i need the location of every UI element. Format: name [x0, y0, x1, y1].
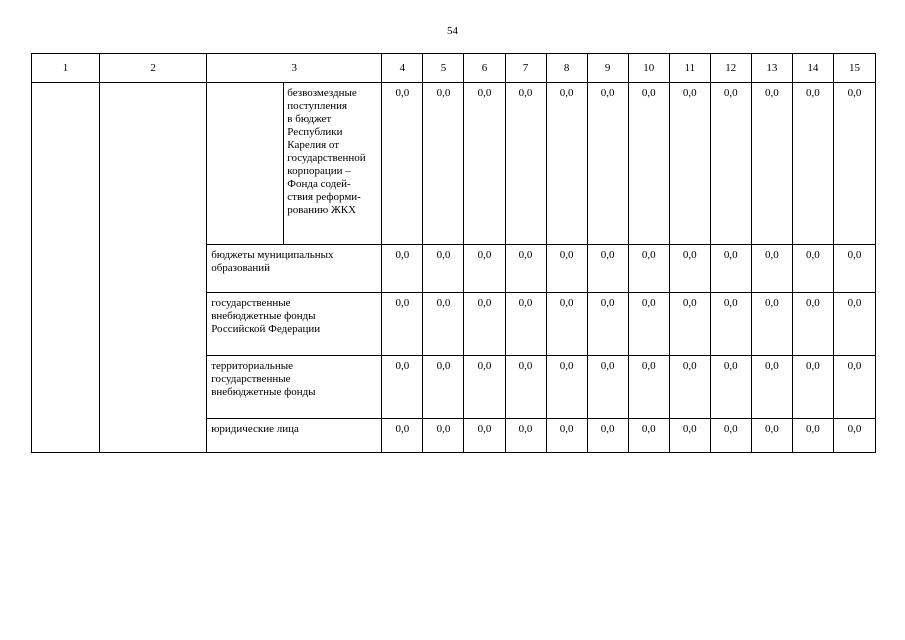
label-line: поступления — [287, 100, 348, 112]
label-line: территориальные — [211, 360, 293, 372]
column-1-cell — [32, 83, 100, 453]
value-cell: 0,0 — [423, 83, 464, 245]
value-cell: 0,0 — [464, 245, 505, 293]
label-line: Фонда содей- — [287, 178, 351, 190]
label-line: государственные — [211, 297, 291, 309]
value-cell: 0,0 — [464, 356, 505, 419]
value-cell: 0,0 — [833, 356, 875, 419]
value-cell: 0,0 — [669, 83, 710, 245]
label-line: Российской Федерации — [211, 323, 321, 335]
value-cell: 0,0 — [833, 293, 875, 356]
value-cell: 0,0 — [587, 356, 628, 419]
label-line: образований — [211, 262, 271, 274]
value-cell: 0,0 — [587, 83, 628, 245]
value-cell: 0,0 — [792, 293, 833, 356]
value-cell: 0,0 — [833, 245, 875, 293]
label-line: государственные — [211, 373, 291, 385]
label-line: Карелия от — [287, 139, 340, 151]
value-cell: 0,0 — [587, 419, 628, 453]
value-cell: 0,0 — [382, 293, 423, 356]
row-label — [207, 356, 382, 419]
header-cell: 1 — [32, 54, 100, 83]
value-cell: 0,0 — [505, 293, 546, 356]
value-cell: 0,0 — [546, 419, 587, 453]
value-cell: 0,0 — [710, 245, 751, 293]
value-cell: 0,0 — [751, 356, 792, 419]
value-cell: 0,0 — [792, 356, 833, 419]
value-cell: 0,0 — [505, 245, 546, 293]
value-cell: 0,0 — [751, 245, 792, 293]
label-line: бюджеты муниципальных — [211, 249, 334, 261]
value-cell: 0,0 — [669, 245, 710, 293]
value-cell: 0,0 — [710, 83, 751, 245]
value-cell: 0,0 — [382, 83, 423, 245]
row-label — [207, 293, 382, 356]
value-cell: 0,0 — [751, 419, 792, 453]
value-cell: 0,0 — [751, 293, 792, 356]
label-line: внебюджетные фонды — [211, 386, 316, 398]
header-cell: 10 — [628, 54, 669, 83]
header-row — [32, 54, 876, 83]
budget-table — [31, 53, 876, 453]
value-cell: 0,0 — [587, 245, 628, 293]
row-label — [284, 83, 382, 245]
header-cell: 6 — [464, 54, 505, 83]
table-row — [32, 83, 876, 245]
value-cell: 0,0 — [464, 419, 505, 453]
value-cell: 0,0 — [628, 293, 669, 356]
value-cell: 0,0 — [628, 419, 669, 453]
value-cell: 0,0 — [833, 419, 875, 453]
column-2-cell — [100, 83, 207, 453]
value-cell: 0,0 — [464, 83, 505, 245]
value-cell: 0,0 — [546, 356, 587, 419]
header-cell: 3 — [207, 54, 382, 83]
value-cell: 0,0 — [669, 293, 710, 356]
value-cell: 0,0 — [546, 293, 587, 356]
row-label — [207, 245, 382, 293]
label-line: Республики — [287, 126, 343, 138]
header-cell: 7 — [505, 54, 546, 83]
header-cell: 8 — [546, 54, 587, 83]
value-cell: 0,0 — [505, 419, 546, 453]
value-cell: 0,0 — [792, 83, 833, 245]
value-cell: 0,0 — [464, 293, 505, 356]
label-line: рованию ЖКХ — [287, 204, 357, 216]
label-line: ствия реформи- — [287, 191, 361, 203]
value-cell: 0,0 — [423, 419, 464, 453]
label-line: юридические лица — [211, 423, 299, 435]
value-cell: 0,0 — [382, 356, 423, 419]
value-cell: 0,0 — [628, 356, 669, 419]
value-cell: 0,0 — [669, 419, 710, 453]
value-cell: 0,0 — [792, 419, 833, 453]
value-cell: 0,0 — [505, 83, 546, 245]
value-cell: 0,0 — [587, 293, 628, 356]
value-cell: 0,0 — [546, 83, 587, 245]
label-line: безвозмездные — [287, 87, 357, 99]
header-cell: 2 — [100, 54, 207, 83]
label-line: корпорации – — [287, 165, 351, 177]
value-cell: 0,0 — [423, 356, 464, 419]
value-cell: 0,0 — [710, 293, 751, 356]
value-cell: 0,0 — [710, 419, 751, 453]
value-cell: 0,0 — [382, 245, 423, 293]
header-cell: 14 — [792, 54, 833, 83]
value-cell: 0,0 — [710, 356, 751, 419]
header-cell: 5 — [423, 54, 464, 83]
value-cell: 0,0 — [546, 245, 587, 293]
header-cell: 12 — [710, 54, 751, 83]
header-cell: 15 — [833, 54, 875, 83]
column-3-cell — [207, 83, 284, 245]
header-cell: 11 — [669, 54, 710, 83]
value-cell: 0,0 — [751, 83, 792, 245]
header-cell: 13 — [751, 54, 792, 83]
value-cell: 0,0 — [792, 245, 833, 293]
header-cell: 4 — [382, 54, 423, 83]
value-cell: 0,0 — [669, 356, 710, 419]
value-cell: 0,0 — [423, 293, 464, 356]
value-cell: 0,0 — [833, 83, 875, 245]
value-cell: 0,0 — [382, 419, 423, 453]
row-label — [207, 419, 382, 453]
value-cell: 0,0 — [505, 356, 546, 419]
value-cell: 0,0 — [628, 245, 669, 293]
label-line: государственной — [287, 152, 366, 164]
label-line: в бюджет — [287, 113, 332, 125]
page-number: 54 — [447, 25, 458, 37]
value-cell: 0,0 — [628, 83, 669, 245]
label-line: внебюджетные фонды — [211, 310, 316, 322]
value-cell: 0,0 — [423, 245, 464, 293]
header-cell: 9 — [587, 54, 628, 83]
